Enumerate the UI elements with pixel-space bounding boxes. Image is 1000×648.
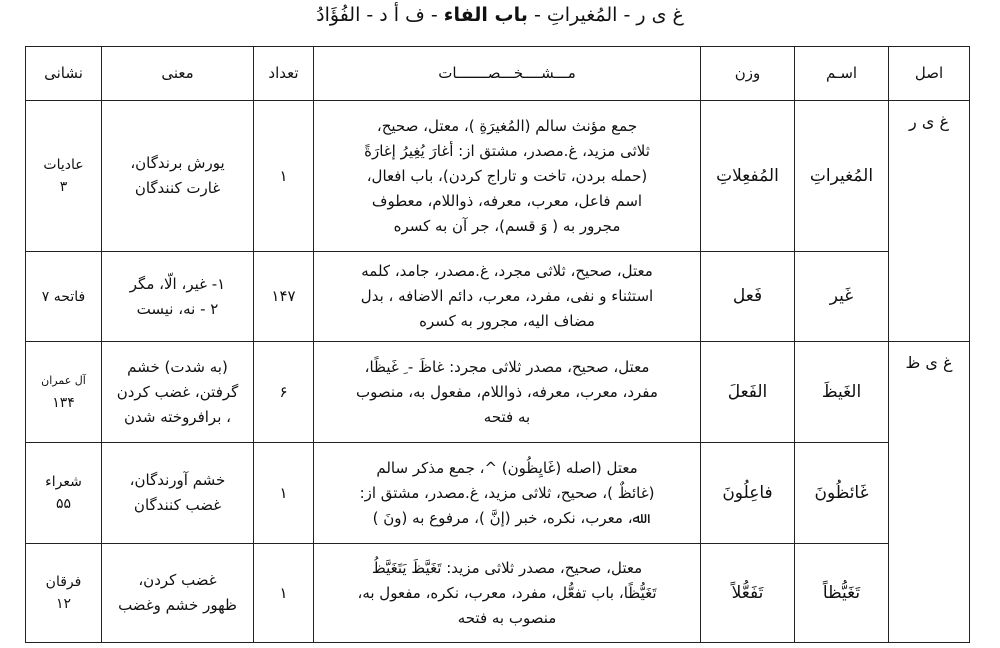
noun-cell: الغَیظَ [795,342,889,443]
meaning-cell-line: خشم آورندگان، [129,471,226,489]
header-pattern: وزن [701,47,795,101]
reference-cell-line: فرقان [45,574,82,590]
features-cell-line: معتل (اصله (غَایِظُون) ^، جمع مذکر سالم [376,458,638,477]
title-bold: باب الفاء [443,4,528,26]
title-part2: - ف أ د - الفُؤَادُ [316,4,444,26]
count-cell: ۱ [254,101,314,252]
reference-cell-line: شعراء [45,474,82,490]
reference-cell-line: ۱۲ [55,596,72,612]
title-part1: غ ی ر - المُغیراتِ - [527,4,684,26]
pattern-cell: المُفعِلاتِ [701,101,795,252]
meaning-cell-line: یورش برندگان، [130,154,225,172]
count-cell: ۱۴۷ [254,252,314,342]
page-title [0,4,1000,26]
features-cell [314,101,701,252]
noun-cell: تَغَیُّظاً [795,544,889,643]
table-row [26,544,970,643]
meaning-cell [102,252,254,342]
reference-cell-line: عادیات [43,157,84,173]
reference-cell-line: ۳ [59,179,68,195]
features-cell-line: استثناء و نفی، مفرد، معرب، دائم الاضافه ، بدل [360,287,654,305]
word-analysis-table [25,46,970,643]
features-cell-line: معتل، صحیح، ثلاثی مجرد، غ.مصدر، جامد، کلمه [361,262,653,280]
features-cell-line: اسم فاعل، معرب، معرفه، ذواللام، معطوف [371,191,643,210]
features-cell-line: تَغَیُّظًا، باب تفعُّل، مفرد، معرب، نکره، مفعول به، [357,583,657,602]
features-cell [314,443,701,544]
reference-cell-line: ۱۳۴ [52,395,75,411]
features-cell-line: (غائظٌ )، صحیح، ثلاثی مزید، غ.مصدر، مشتق از: [359,483,655,502]
reference-cell-line: آل عمران [41,374,86,387]
header-meaning: معنی [102,47,254,101]
noun-cell: المُغیراتِ [795,101,889,252]
reference-cell [26,342,102,443]
features-cell-line: مضاف الیه، مجرور به کسره [419,312,595,330]
meaning-cell-line: ظهور خشم وغضب [118,596,237,614]
meaning-cell-line: غضب کردن، [138,571,217,589]
reference-cell [26,544,102,643]
pattern-cell: الفَعلَ [701,342,795,443]
meaning-cell-line: ۲ - نه، نیست [136,299,219,318]
features-cell-line: (حمله بردن، تاخت و تاراج کردن)، باب افعال، [366,166,648,185]
features-cell-line: ثلاثی مزید، غ.مصدر، مشتق از: أغارَ یُغِیرُ إغارَةً [364,141,650,160]
reference-cell [26,101,102,252]
meaning-cell [102,342,254,443]
meaning-cell [102,101,254,252]
features-cell-line: مجرور به ( وَ قسم)، جر آن به کسره [393,216,621,235]
meaning-cell-line: ، برافروخته شدن [124,407,231,426]
reference-cell-line: فاتحه ۷ [41,288,86,305]
pattern-cell: تَفَعُّلاً [701,544,795,643]
features-cell-line: به فتحه [483,407,531,426]
features-cell-line: معتل، صحیح، مصدر ثلاثی مزید: تَغَیَّظَ یَتَغَیَّظُ [371,558,643,577]
reference-cell-line: ۵۵ [55,496,72,512]
header-features: مـــشــــخـــصـــــــات [314,47,701,101]
table-row [26,443,970,544]
root-cell: غ ی ظ [889,342,970,643]
count-cell: ۱ [254,443,314,544]
header-root: اصل [889,47,970,101]
meaning-cell-line: ۱- غیر، الّا، مگر [129,274,226,293]
noun-cell: غَائظُونَ [795,443,889,544]
pattern-cell: فاعِلُونَ [701,443,795,544]
features-cell-line: منصوب به فتحه [457,608,557,627]
meaning-cell [102,443,254,544]
root-cell: غ ی ر [889,101,970,342]
features-cell [314,342,701,443]
noun-cell: غَیر [795,252,889,342]
header-noun: اسـم [795,47,889,101]
features-cell-line: مفرد، معرب، معرفه، ذواللام، مفعول به، منصوب [356,382,658,401]
features-cell-line: ﷲ، معرب، نکره، خبر (إنَّ )، مرفوع به (ونَ ) [372,508,642,527]
features-cell [314,252,701,342]
pattern-cell: فَعل [701,252,795,342]
meaning-cell-line: (به شدت) خشم [127,357,228,376]
header-count: تعداد [254,47,314,101]
header-row [26,47,970,101]
meaning-cell-line: غارت کنندگان [134,179,221,197]
meaning-cell-line: غضب کنندگان [133,496,222,514]
table-row [26,252,970,342]
features-cell-line: معتل، صحیح، مصدر ثلاثی مجرد: غاظَ - ِ غَیظًا، [364,357,650,376]
features-cell [314,544,701,643]
reference-cell [26,443,102,544]
meaning-cell [102,544,254,643]
count-cell: ۱ [254,544,314,643]
table-row [26,101,970,252]
features-cell-line: جمع مؤنث سالم (المُغیرَةِ )، معتل، صحیح، [376,116,638,135]
table-row [26,342,970,443]
reference-cell [26,252,102,342]
meaning-cell-line: گرفتن، غضب کردن [116,382,239,401]
count-cell: ۶ [254,342,314,443]
header-reference: نشانی [26,47,102,101]
